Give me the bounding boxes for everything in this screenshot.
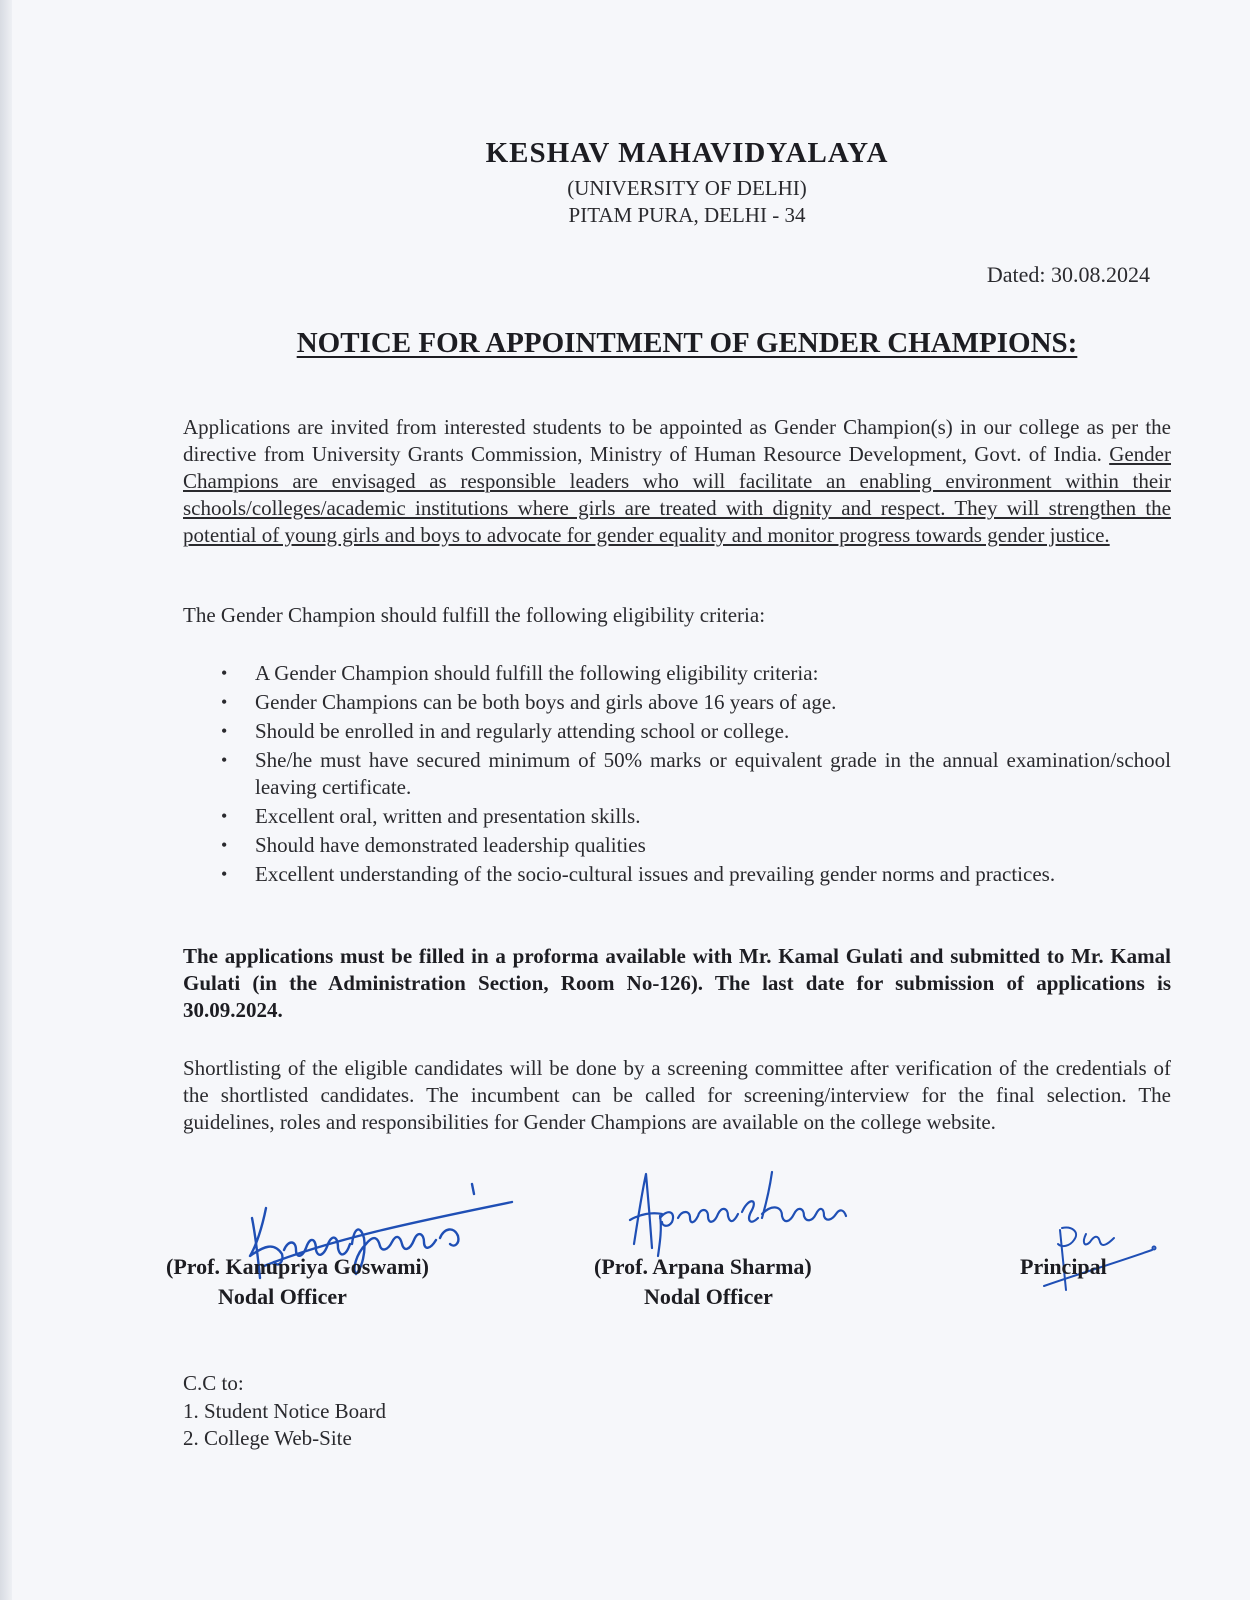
bullet-icon: • [221, 750, 228, 770]
list-item: • She/he must have secured minimum of 50% marks or equivalent grade in the annual examination/school leaving certificate. [221, 748, 1171, 799]
college-name: KESHAV MAHAVIDYALAYA [485, 137, 889, 169]
signatory-role: Principal [1020, 1254, 1107, 1279]
shortlisting-paragraph: Shortlisting of the eligible candidates will be done by a screening committee after verification of the credentials of the shortlisted candidates. The incumbent can be called for screening/interview for the final selection. The guidelines, roles and responsibilities for Gender Champions are available on the college website. [183, 1056, 1171, 1134]
list-item: • Should have demonstrated leadership qualities [221, 833, 646, 857]
submission-paragraph: The applications must be filled in a proforma available with Mr. Kamal Gulati and submitted to Mr. Kamal Gulati (in the Administration Section, Room No-126). The last date for submission of applications is 30.09.2024. [183, 944, 1171, 1022]
university-name: (UNIVERSITY OF DELHI) [567, 176, 807, 200]
notice-title: NOTICE FOR APPOINTMENT OF GENDER CHAMPIONS: [296, 327, 1078, 359]
bullet-icon: • [221, 806, 228, 826]
criteria-intro: The Gender Champion should fulfill the following eligibility criteria: [183, 603, 766, 627]
cc-label: C.C to: [183, 1371, 244, 1395]
list-item: • Should be enrolled in and regularly attending school or college. [221, 719, 790, 743]
bullet-icon: • [221, 835, 228, 855]
signatory-name: (Prof. Arpana Sharma) [594, 1254, 812, 1279]
signatory-role: Nodal Officer [644, 1284, 773, 1309]
intro-paragraph [183, 414, 1171, 549]
notice-date: Dated: 30.08.2024 [986, 262, 1150, 287]
eligibility-criteria-list [221, 660, 1171, 890]
signatory-role: Nodal Officer [218, 1284, 347, 1309]
signatory-name: (Prof. Kanupriya Goswami) [166, 1254, 429, 1279]
list-item: • A Gender Champion should fulfill the following eligibility criteria: [221, 661, 819, 685]
list-item: • Gender Champions can be both boys and girls above 16 years of age. [221, 690, 837, 714]
intro-text: Applications are invited from interested students to be appointed as Gender Champion(s) in our college as per the directive from University Grants Commission, Ministry of Human Resource Development, Govt. of India. [183, 415, 1171, 466]
cc-item: 2. College Web-Site [183, 1426, 352, 1450]
list-item: • Excellent understanding of the socio-cultural issues and prevailing gender norms and practices. [221, 862, 1056, 886]
signature-arpana [622, 1168, 852, 1258]
notice-page [12, 0, 1250, 1600]
page-edge-shadow [0, 0, 12, 1600]
intro-underlined-text: Gender Champions are envisaged as responsible leaders who will facilitate an enabling environment within their schools/colleges/academic institutions where girls are treated with dignity and respect. They will strengthen the potential of young girls and boys to advocate for gender equality and monitor progress towards gender justice. [183, 442, 1171, 547]
bullet-icon: • [221, 721, 228, 741]
bullet-icon: • [221, 864, 228, 884]
bullet-icon: • [221, 663, 228, 683]
college-address: PITAM PURA, DELHI - 34 [568, 203, 806, 227]
cc-item: 1. Student Notice Board [183, 1399, 386, 1423]
bullet-icon: • [221, 692, 228, 712]
list-item: • Excellent oral, written and presentation skills. [221, 804, 641, 828]
